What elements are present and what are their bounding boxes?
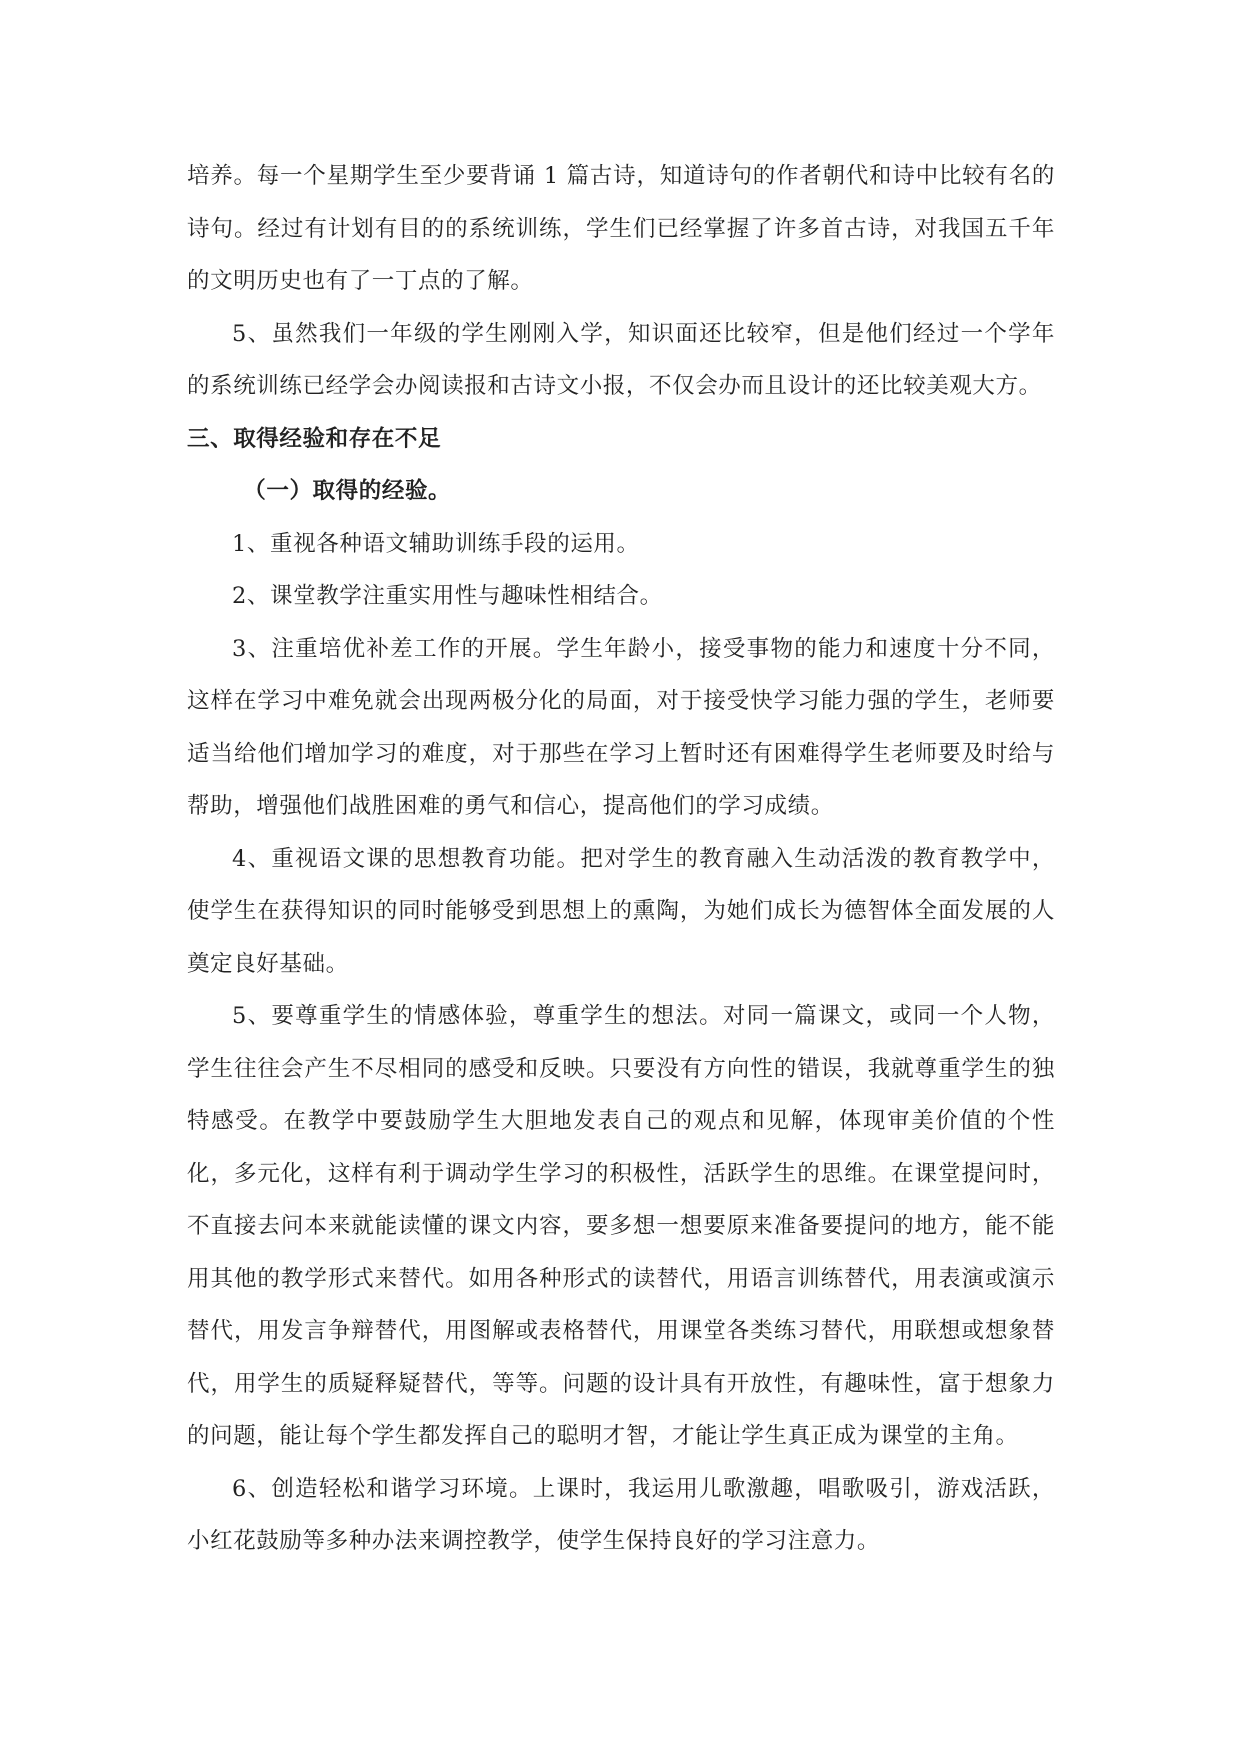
paragraph-item-5-newspaper: 5、虽然我们一年级的学生刚刚入学，知识面还比较窄，但是他们经过一个学年的系统训练已经学会办阅读报和古诗文小报，不仅会办而且设计的还比较美观大方。 <box>187 320 1055 399</box>
paragraph-item-4: 4、重视语文课的思想教育功能。把对学生的教育融入生动活泼的教育教学中，使学生在获得知识的同时能够受到思想上的熏陶，为她们成长为德智体全面发展的人奠定良好基础。 <box>187 845 1055 977</box>
paragraph-continuation: 培养。每一个星期学生至少要背诵 1 篇古诗，知道诗句的作者朝代和诗中比较有名的诗句。经过有计划有目的的系统训练，学生们已经掌握了许多首古诗，对我国五千年的文明历史也有了一丁点的了解。 <box>187 163 1055 294</box>
paragraph-item-3: 3、注重培优补差工作的开展。学生年龄小，接受事物的能力和速度十分不同，这样在学习中难免就会出现两极分化的局面，对于接受快学习能力强的学生，老师要适当给他们增加学习的难度，对于那些在学习上暂时还有困难得学生老师要及时给与帮助，增强他们战胜困难的勇气和信心，提高他们的学习成绩。 <box>187 635 1055 819</box>
subsection-heading-gained: （一）取得的经验。 <box>243 478 452 504</box>
paragraph-item-5: 5、要尊重学生的情感体验，尊重学生的想法。对同一篇课文，或同一个人物，学生往往会产生不尽相同的感受和反映。只要没有方向性的错误，我就尊重学生的独特感受。在教学中要鼓励学生大胆地发表自己的观点和见解，体现审美价值的个性化，多元化，这样有利于调动学生学习的积极性，活跃学生的思维。在课堂提问时，不直接去问本来就能读懂的课文内容，要多想一想要原来准备要提问的地方，能不能用其他的教学形式来替代。如用各种形式的读替代，用语言训练替代，用表演或演示替代，用发言争辩替代，用图解或表格替代，用课堂各类练习替代，用联想或想象替代，用学生的质疑释疑替代，等等。问题的设计具有开放性，有趣味性，富于想象力的问题，能让每个学生都发挥自己的聪明才智，才能让学生真正成为课堂的主角。 <box>187 1003 1055 1449</box>
paragraph-item-1: 1、重视各种语文辅助训练手段的运用。 <box>232 530 640 557</box>
paragraph-item-6: 6、创造轻松和谐学习环境。上课时，我运用儿歌激趣，唱歌吸引，游戏活跃，小红花鼓励等多种办法来调控教学，使学生保持良好的学习注意力。 <box>187 1475 1055 1554</box>
document-body <box>187 150 1055 1568</box>
paragraph-item-2: 2、课堂教学注重实用性与趣味性相结合。 <box>232 583 663 609</box>
section-heading-experience: 三、取得经验和存在不足 <box>187 425 442 452</box>
